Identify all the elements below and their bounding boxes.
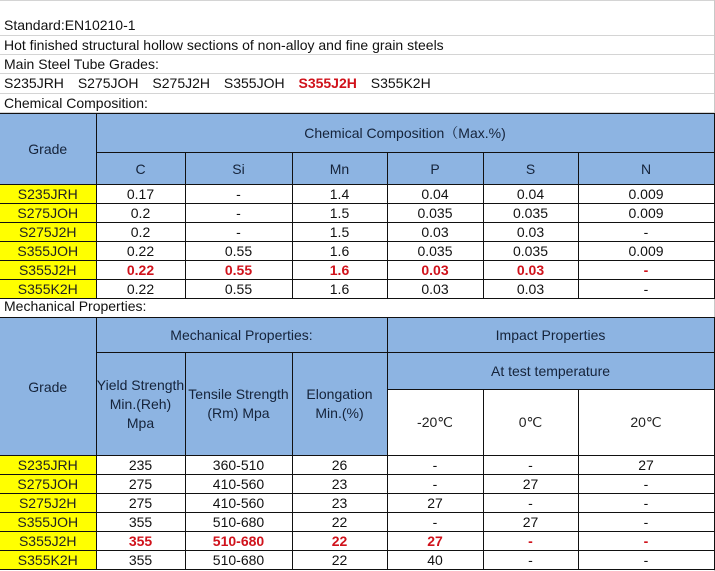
- value-cell: 1.6: [292, 261, 387, 280]
- description: Hot finished structural hollow sections of non-alloy and fine grain steels: [0, 36, 714, 55]
- value-cell: 22: [292, 513, 387, 532]
- value-cell: 410-560: [185, 494, 292, 513]
- value-cell: 0.55: [185, 261, 292, 280]
- value-cell: -: [578, 475, 714, 494]
- grade-header: Grade: [0, 114, 96, 185]
- col-header-s: S: [483, 153, 578, 185]
- value-cell: -: [185, 223, 292, 242]
- value-cell: 0.009: [578, 242, 714, 261]
- grade-header: Grade: [0, 318, 96, 456]
- value-cell: 23: [292, 494, 387, 513]
- grade-cell: S275J2H: [0, 494, 96, 513]
- mechanical-group-header: Mechanical Properties:: [96, 318, 387, 353]
- table-row-highlighted: [0, 532, 714, 551]
- grade-item-highlighted: S355J2H: [298, 75, 357, 91]
- value-cell: 1.6: [292, 242, 387, 261]
- col-header-minus20c: -20℃: [387, 390, 483, 456]
- impact-group-header: Impact Properties: [387, 318, 714, 353]
- value-cell: 0.03: [483, 223, 578, 242]
- grade-item: S355K2H: [370, 75, 431, 91]
- value-cell: -: [578, 280, 714, 299]
- value-cell: 0.03: [483, 261, 578, 280]
- table-row: [0, 223, 714, 242]
- grade-item: S275JOH: [77, 75, 139, 91]
- value-cell: -: [578, 513, 714, 532]
- value-cell: 355: [96, 513, 185, 532]
- value-cell: 510-680: [185, 551, 292, 570]
- value-cell: 27: [387, 494, 483, 513]
- value-cell: -: [483, 532, 578, 551]
- grade-cell: S355K2H: [0, 280, 96, 299]
- value-cell: 0.03: [483, 280, 578, 299]
- col-header-tensile: Tensile Strength (Rm) Mpa: [185, 353, 292, 456]
- table-row: [0, 242, 714, 261]
- value-cell: 410-560: [185, 475, 292, 494]
- value-cell: -: [483, 494, 578, 513]
- grade-cell: S275J2H: [0, 223, 96, 242]
- value-cell: -: [578, 223, 714, 242]
- table-row: [0, 475, 714, 494]
- value-cell: 275: [96, 494, 185, 513]
- value-cell: 360-510: [185, 456, 292, 475]
- table-row: [0, 204, 714, 223]
- value-cell: 355: [96, 532, 185, 551]
- grade-cell: S355J2H: [0, 261, 96, 280]
- value-cell: 22: [292, 551, 387, 570]
- value-cell: 510-680: [185, 513, 292, 532]
- grade-cell: S355JOH: [0, 242, 96, 261]
- col-header-20c: 20℃: [578, 390, 714, 456]
- value-cell: 0.2: [96, 204, 185, 223]
- value-cell: -: [578, 551, 714, 570]
- value-cell: 510-680: [185, 532, 292, 551]
- value-cell: 0.17: [96, 185, 185, 204]
- value-cell: -: [387, 456, 483, 475]
- table-row: [0, 494, 714, 513]
- value-cell: -: [185, 185, 292, 204]
- value-cell: 27: [483, 475, 578, 494]
- table-row: [0, 456, 714, 475]
- value-cell: 40: [387, 551, 483, 570]
- value-cell: 27: [483, 513, 578, 532]
- col-header-si: Si: [185, 153, 292, 185]
- value-cell: 22: [292, 532, 387, 551]
- grades-label: Main Steel Tube Grades:: [0, 55, 714, 74]
- value-cell: 0.03: [387, 280, 483, 299]
- table-row: [0, 513, 714, 532]
- col-header-n: N: [578, 153, 714, 185]
- value-cell: 0.035: [387, 204, 483, 223]
- col-header-yield: Yield Strength Min.(Reh) Mpa: [96, 353, 185, 456]
- value-cell: 0.035: [483, 204, 578, 223]
- value-cell: -: [185, 204, 292, 223]
- table-row: [0, 280, 714, 299]
- value-cell: 0.04: [387, 185, 483, 204]
- value-cell: -: [578, 261, 714, 280]
- grade-cell: S355J2H: [0, 532, 96, 551]
- chemical-section-label: Chemical Composition:: [0, 94, 714, 113]
- col-header-p: P: [387, 153, 483, 185]
- grade-cell: S355JOH: [0, 513, 96, 532]
- grade-cell: S275JOH: [0, 475, 96, 494]
- table-row-highlighted: [0, 261, 714, 280]
- table-row: [0, 185, 714, 204]
- col-header-elongation: Elongation Min.(%): [292, 353, 387, 456]
- value-cell: -: [578, 494, 714, 513]
- value-cell: 355: [96, 551, 185, 570]
- grade-cell: S355K2H: [0, 551, 96, 570]
- table-row: [0, 551, 714, 570]
- value-cell: 27: [387, 532, 483, 551]
- value-cell: -: [483, 551, 578, 570]
- value-cell: 0.035: [483, 242, 578, 261]
- value-cell: 0.22: [96, 261, 185, 280]
- grade-item: S355JOH: [223, 75, 285, 91]
- chemical-group-header: Chemical Composition（Max.%): [96, 114, 714, 153]
- grade-cell: S275JOH: [0, 204, 96, 223]
- value-cell: 0.55: [185, 242, 292, 261]
- value-cell: 23: [292, 475, 387, 494]
- value-cell: -: [483, 456, 578, 475]
- impact-sub-header: At test temperature: [387, 353, 714, 390]
- value-cell: -: [578, 532, 714, 551]
- value-cell: 0.2: [96, 223, 185, 242]
- value-cell: 275: [96, 475, 185, 494]
- value-cell: 0.03: [387, 261, 483, 280]
- grade-item: S235JRH: [4, 75, 64, 91]
- value-cell: 26: [292, 456, 387, 475]
- value-cell: -: [387, 475, 483, 494]
- grades-list: [0, 74, 714, 94]
- standard-title: Standard:EN10210-1: [0, 0, 714, 36]
- grade-cell: S235JRH: [0, 456, 96, 475]
- value-cell: 0.035: [387, 242, 483, 261]
- grade-item: S275J2H: [152, 75, 210, 91]
- value-cell: 1.4: [292, 185, 387, 204]
- value-cell: 0.009: [578, 185, 714, 204]
- value-cell: 0.22: [96, 242, 185, 261]
- col-header-0c: 0℃: [483, 390, 578, 456]
- value-cell: 0.03: [387, 223, 483, 242]
- value-cell: 0.22: [96, 280, 185, 299]
- mechanical-section-label: Mechanical Properties:: [4, 298, 147, 314]
- chemical-composition-table: [0, 113, 715, 299]
- value-cell: 0.04: [483, 185, 578, 204]
- col-header-c: C: [96, 153, 185, 185]
- mechanical-properties-table: [0, 317, 715, 570]
- grade-cell: S235JRH: [0, 185, 96, 204]
- value-cell: -: [387, 513, 483, 532]
- value-cell: 1.6: [292, 280, 387, 299]
- value-cell: 1.5: [292, 223, 387, 242]
- value-cell: 0.55: [185, 280, 292, 299]
- value-cell: 235: [96, 456, 185, 475]
- value-cell: 27: [578, 456, 714, 475]
- value-cell: 0.009: [578, 204, 714, 223]
- value-cell: 1.5: [292, 204, 387, 223]
- col-header-mn: Mn: [292, 153, 387, 185]
